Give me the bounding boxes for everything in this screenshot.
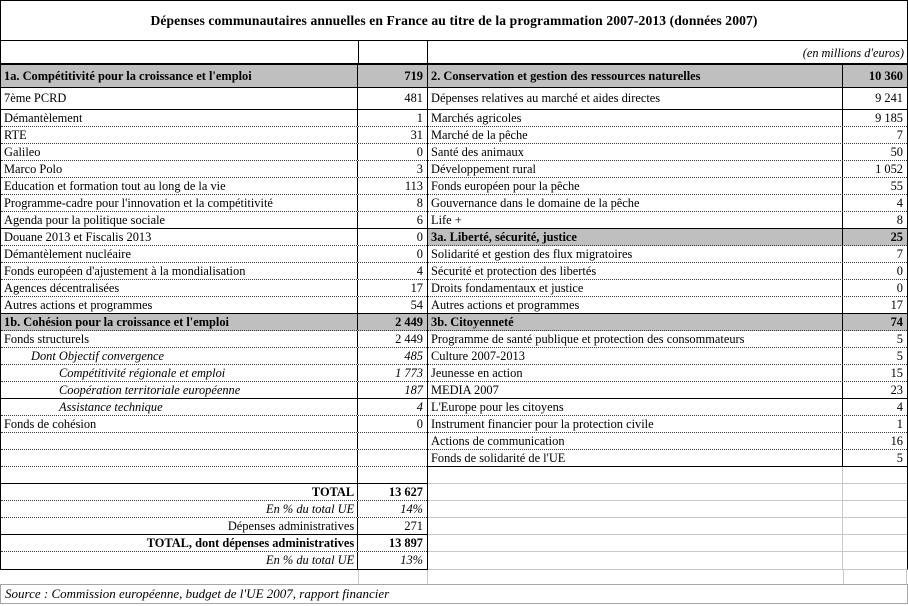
row-value: 14% — [400, 501, 423, 516]
table-row — [428, 144, 907, 161]
row-label — [428, 535, 843, 551]
row-value: 1 — [416, 110, 423, 125]
row-label: Démantèlement nucléaire — [1, 246, 358, 262]
row-value — [843, 501, 907, 517]
table-row — [428, 331, 907, 348]
row-value — [358, 467, 427, 483]
row-label: Marchés agricoles — [428, 110, 843, 126]
table-row — [1, 229, 427, 246]
gridline — [906, 570, 907, 584]
table-row — [428, 535, 907, 552]
right-table — [428, 65, 908, 570]
table-row — [1, 484, 427, 501]
row-label: Fonds de solidarité de l'UE — [428, 450, 843, 466]
row-value — [843, 552, 907, 569]
row-value: 2 449 — [395, 314, 423, 329]
table-row — [428, 161, 907, 178]
row-label: Fonds européen d'ajustement à la mondialisation — [1, 263, 358, 279]
table-row — [1, 433, 427, 450]
row-label: Fonds européen pour la pêche — [428, 178, 843, 194]
table-row — [1, 348, 427, 365]
table-row — [1, 297, 427, 314]
table-row — [1, 161, 427, 178]
unit-note-cell-left — [1, 41, 359, 63]
table-row — [428, 65, 907, 88]
row-label: Programme-cadre pour l'innovation et la compétitivité — [1, 195, 358, 211]
left-table — [0, 65, 428, 570]
row-value: 13 627 — [388, 484, 423, 499]
row-label: Fonds structurels — [1, 331, 358, 347]
gridline — [427, 570, 428, 584]
row-label: Assistance technique — [1, 399, 358, 415]
row-value — [358, 450, 427, 466]
row-value: 485 — [404, 348, 423, 363]
row-label — [428, 501, 843, 517]
row-value: 3 — [416, 161, 423, 176]
gridline — [843, 570, 844, 584]
table-row — [1, 501, 427, 518]
row-label: 7ème PCRD — [1, 88, 358, 109]
table-row — [1, 365, 427, 382]
table-row — [428, 365, 907, 382]
table-row — [428, 552, 907, 569]
row-label — [428, 552, 843, 569]
row-value: 9 185 — [875, 110, 903, 125]
row-label: Dont Objectif convergence — [1, 348, 358, 364]
table-row — [1, 65, 427, 88]
table-row — [428, 416, 907, 433]
row-value: 31 — [410, 127, 423, 142]
row-value: 4 — [416, 263, 423, 278]
row-value: 0 — [416, 144, 423, 159]
table-row — [1, 382, 427, 399]
unit-note-cell-mid — [359, 41, 428, 63]
row-label: Douane 2013 et Fiscalis 2013 — [1, 229, 358, 245]
table-row — [1, 263, 427, 280]
table-row — [1, 535, 427, 552]
row-value: 113 — [404, 178, 423, 193]
row-value: 0 — [416, 246, 423, 261]
tables-container — [0, 63, 908, 570]
table-row — [428, 467, 907, 484]
row-value: 2 449 — [395, 331, 423, 346]
row-label: Marché de la pêche — [428, 127, 843, 143]
unit-note: (en millions d'euros) — [802, 46, 904, 60]
row-label: Dépenses relatives au marché et aides directes — [428, 88, 843, 109]
table-row — [1, 518, 427, 535]
table-row — [1, 110, 427, 127]
table-row — [428, 246, 907, 263]
table-row — [428, 88, 907, 110]
row-label: Education et formation tout au long de la vie — [1, 178, 358, 194]
row-value: 4 — [896, 399, 903, 414]
row-value: 17 — [890, 297, 903, 312]
row-value: 13% — [400, 553, 423, 567]
row-value: 4 — [896, 195, 903, 210]
table-row — [1, 212, 427, 229]
row-value: 719 — [404, 68, 423, 83]
table-row — [1, 450, 427, 467]
row-label: 1b. Cohésion pour la croissance et l'emploi — [1, 314, 358, 330]
table-row — [428, 195, 907, 212]
row-label — [428, 467, 843, 483]
row-label: 2. Conservation et gestion des ressources naturelles — [428, 65, 843, 87]
row-value: 0 — [416, 229, 423, 244]
table-row — [1, 280, 427, 297]
row-value: 6 — [416, 212, 423, 227]
table-row — [428, 501, 907, 518]
gridline-gap — [0, 570, 908, 584]
row-value: 0 — [416, 416, 423, 431]
row-value: 55 — [890, 178, 903, 193]
unit-note-row — [0, 41, 908, 63]
gridline — [358, 570, 359, 584]
row-label: 3b. Citoyenneté — [428, 314, 843, 330]
table-row — [428, 263, 907, 280]
row-label: RTE — [1, 127, 358, 143]
row-label: En % du total UE — [1, 552, 358, 569]
table-row — [1, 195, 427, 212]
row-label: Sécurité et protection des libertés — [428, 263, 843, 279]
row-value: 23 — [890, 382, 903, 397]
row-label — [1, 450, 358, 466]
row-value: 74 — [890, 314, 903, 329]
row-label: Agenda pour la politique sociale — [1, 212, 358, 228]
table-row — [428, 229, 907, 246]
row-label — [1, 433, 358, 449]
row-value: 1 773 — [395, 365, 423, 380]
table-row — [428, 178, 907, 195]
row-value: 54 — [410, 297, 423, 312]
row-label: Galileo — [1, 144, 358, 160]
row-label: Marco Polo — [1, 161, 358, 177]
row-label: Développement rural — [428, 161, 843, 177]
table-row — [1, 416, 427, 433]
row-label: Compétitivité régionale et emploi — [1, 365, 358, 381]
row-value: 1 — [896, 416, 903, 431]
row-value — [843, 518, 907, 534]
table-row — [428, 297, 907, 314]
title-box — [0, 0, 908, 41]
row-value: 187 — [404, 382, 423, 397]
table-row — [428, 450, 907, 467]
table-row — [428, 399, 907, 416]
row-value: 16 — [890, 433, 903, 448]
row-value: 7 — [896, 246, 903, 261]
source-row — [0, 584, 908, 604]
unit-note-cell-right — [428, 41, 907, 63]
row-value: 271 — [404, 518, 423, 533]
row-value: 15 — [890, 365, 903, 380]
row-label: Gouvernance dans le domaine de la pêche — [428, 195, 843, 211]
row-value: 7 — [896, 127, 903, 142]
table-row — [428, 348, 907, 365]
table-row — [428, 484, 907, 501]
row-label: Jeunesse en action — [428, 365, 843, 381]
row-value: 0 — [896, 280, 903, 295]
page-title: Dépenses communautaires annuelles en France au titre de la programmation 2007-2013 (données 2007) — [150, 12, 758, 28]
row-label: Autres actions et programmes — [428, 297, 843, 313]
row-label: Actions de communication — [428, 433, 843, 449]
row-label: TOTAL, dont dépenses administratives — [1, 535, 358, 551]
row-label: L'Europe pour les citoyens — [428, 399, 843, 415]
table-row — [1, 127, 427, 144]
table-row — [1, 331, 427, 348]
row-value: 25 — [890, 229, 903, 244]
table-row — [428, 433, 907, 450]
row-label: Programme de santé publique et protection des consommateurs — [428, 331, 843, 347]
row-value: 10 360 — [868, 68, 903, 83]
row-value: 9 241 — [875, 91, 903, 105]
row-value: 17 — [410, 280, 423, 295]
row-label: 1a. Compétitivité pour la croissance et l'emploi — [1, 65, 358, 87]
row-label: Culture 2007-2013 — [428, 348, 843, 364]
table-row — [428, 314, 907, 331]
row-value: 481 — [404, 91, 423, 105]
row-label: Démantèlement — [1, 110, 358, 126]
row-label: Agences décentralisées — [1, 280, 358, 296]
table-row — [428, 382, 907, 399]
row-value: 8 — [416, 195, 423, 210]
table-row — [428, 127, 907, 144]
row-value — [843, 467, 907, 483]
row-value: 50 — [890, 144, 903, 159]
row-label — [428, 484, 843, 500]
row-label: Dépenses administratives — [1, 518, 358, 534]
row-value — [843, 535, 907, 551]
table-row — [428, 212, 907, 229]
table-row — [428, 110, 907, 127]
row-value — [843, 484, 907, 500]
table-row — [1, 314, 427, 331]
table-row — [428, 518, 907, 535]
row-label: Solidarité et gestion des flux migratoires — [428, 246, 843, 262]
row-label: TOTAL — [1, 484, 358, 500]
source-note: Source : Commission européenne, budget de l'UE 2007, rapport financier — [5, 586, 390, 601]
table-row — [1, 552, 427, 569]
row-value: 1 052 — [875, 161, 903, 176]
row-label: MEDIA 2007 — [428, 382, 843, 398]
row-value: 4 — [416, 399, 423, 414]
row-value: 0 — [896, 263, 903, 278]
table-row — [1, 246, 427, 263]
table-row — [428, 280, 907, 297]
row-label — [1, 467, 358, 483]
row-value: 5 — [896, 348, 903, 363]
row-label: Droits fondamentaux et justice — [428, 280, 843, 296]
row-value: 5 — [896, 450, 903, 465]
row-label — [428, 518, 843, 534]
row-label: Coopération territoriale européenne — [1, 382, 358, 398]
table-row — [1, 144, 427, 161]
row-label: Fonds de cohésion — [1, 416, 358, 432]
row-label: Santé des animaux — [428, 144, 843, 160]
row-label: Instrument financier pour la protection civile — [428, 416, 843, 432]
table-row — [1, 467, 427, 484]
table-row — [1, 399, 427, 416]
row-label: En % du total UE — [1, 501, 358, 517]
row-label: Life + — [428, 212, 843, 228]
table-row — [1, 178, 427, 195]
table-row — [1, 88, 427, 110]
row-value: 5 — [896, 331, 903, 346]
row-value: 8 — [896, 212, 903, 227]
row-label: 3a. Liberté, sécurité, justice — [428, 229, 843, 245]
row-value — [358, 433, 427, 449]
row-label: Autres actions et programmes — [1, 297, 358, 313]
row-value: 13 897 — [388, 535, 423, 550]
